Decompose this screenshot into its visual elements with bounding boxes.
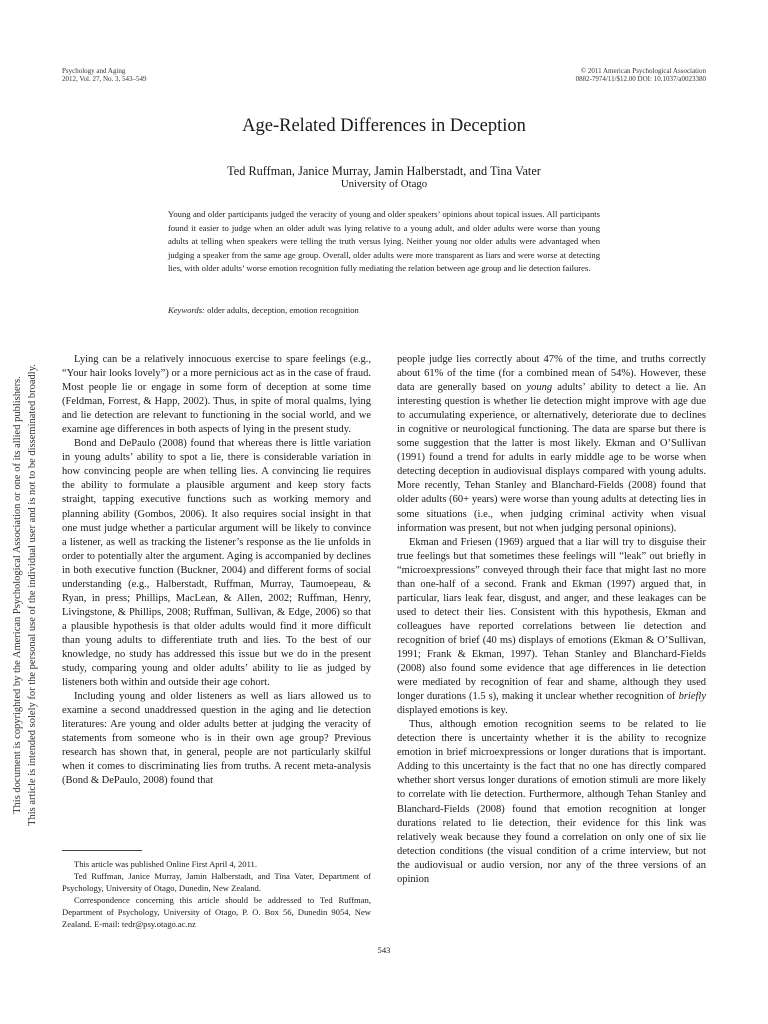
journal-volume: 2012, Vol. 27, No. 3, 543–549 <box>62 75 147 83</box>
footnote: Ted Ruffman, Janice Murray, Jamin Halberstadt, and Tina Vater, Department of Psychology, University of Otago, Dunedin, New Zealand. <box>62 871 371 893</box>
abstract <box>168 208 600 276</box>
affiliation: University of Otago <box>340 178 428 190</box>
paragraph: Including young and older listeners as well as liars allowed us to examine a second unaddressed question in the aging and lie detection literatures: Are young and older adults better at judging the veracity of statements from someone who is in their own age group? Previous research has shown that, in general, people are not particularly skilful when it comes to discriminating lies from truths. A recent meta-analysis (Bond & DePaulo, 2008) found that <box>62 691 371 787</box>
body-column-right <box>397 353 706 887</box>
copyright-notice: © 2011 American Psychological Association <box>580 67 706 75</box>
paragraph-text: adults’ ability to detect a lie. An interesting question is whether lie detection might improve with age due to accumulating experience, or alternatively, deteriorate due to declines in cognitive or neurological functioning. The data are sparse but there is some suggestion that the latter is most likely. Ekman and O’Sullivan (1991) found a trend for adults in early middle age to be worse when detecting deception in audiovisual displays compared with young adults. More recently, Tehan Stanley and Blanchard-Fields (2008) found that older adults (60+ years) were worse than young adults at detecting lies in some situations (i.e., when judging criminal activity when visual information was present, but not when judging personal opinions). <box>397 382 706 534</box>
journal-name: Psychology and Aging <box>62 67 126 75</box>
article-title: Age-Related Differences in Deception <box>242 116 526 136</box>
paragraph: Lying can be a relatively innocuous exercise to spare feelings (e.g., “Your hair looks lovely”) or a more pernicious act as in the case of fraud. Most people lie or engage in some form of deception at some time (Feldman, Forrest, & Happ, 2002). Thus, in spite of moral qualms, lying and lie detection are relevant to functioning in the social world, and we examine age differences in both aspects of lying in the present study. <box>62 354 371 436</box>
sidebar-line-1: This document is copyrighted by the American Psychological Association or one of its allied publishers. <box>12 376 23 814</box>
emphasis: briefly <box>678 691 706 703</box>
paragraph <box>397 353 706 536</box>
paragraph-text: people judge lies correctly about 47% of the time, and truths correctly about 61% of the time (for a combined mean of 54%). However, these data are generally based on <box>397 354 706 394</box>
paragraph-text: displayed emotions is key. <box>397 705 508 717</box>
footnote: Correspondence concerning this article should be addressed to Ted Ruffman, Department of Psychology, University of Otago, P. O. Box 56, Dunedin 9054, New Zealand. E-mail: tedr@psy.otago.ac.nz <box>62 895 371 929</box>
emphasis: young <box>526 382 553 394</box>
footnote-divider <box>62 850 142 851</box>
sidebar-line-2: This article is intended solely for the personal use of the individual user and is not to be disseminated broadly. <box>27 364 38 826</box>
paragraph-text: Ekman and Friesen (1969) argued that a liar will try to disguise their true feelings but that sometimes these feelings will “leak” out briefly in “microexpressions” conveyed through their face that might last no more than one-half of a second. Frank and Ekman (1997) argued that, in particular, liars leak fear, disgust, and anger, and these leakages can be used to detect their lies. Consistent with this hypothesis, Ekman and colleagues have reported correlations between lie detection and recognition of brief (40 ms) displays of emotions (Ekman & O’Sullivan, 1991; Frank & Ekman, 1997). Tehan Stanley and Blanchard-Fields (2008) also found some evidence that age differences in lie detection were mediated by recognition of fear and shame, although they used longer durations (1.5 s), making it unclear whether recognition of <box>397 536 706 703</box>
author-list: Ted Ruffman, Janice Murray, Jamin Halberstadt, and Tina Vater <box>227 164 541 178</box>
copyright-header <box>576 67 706 83</box>
copyright-sidebar <box>10 255 46 935</box>
body-column-left <box>62 353 371 788</box>
keywords-label: Keywords: <box>168 305 205 315</box>
doi-line: 0882-7974/11/$12.00 DOI: 10.1037/a0023380 <box>575 75 706 83</box>
paragraph: Bond and DePaulo (2008) found that whereas there is little variation in young adults’ ability to spot a lie, there is considerable variation in how convincing people are when telling lies. A convincing lie requires the ability to formulate a plausible argument and keep story facts straight, tapping executive functions such as working memory and planning ability (Gombos, 2006). It also requires social insight in that one must judge whether a particular argument will be likely to convince a listener, as well as tracking the listener’s response as the lie unfolds in order to potentially alter the argument. Aging is accompanied by declines in both executive function (Buckner, 2004) and different forms of social understanding (e.g., Halberstadt, Ruffman, Murray, Taumoepeau, & Ryan, in press; Phillips, MacLean, & Allen, 2002; Ruffman, Henry, Livingstone, & Phillips, 2008; Ruffman, Sullivan, & Edge, 2006) so that a plausible hypothesis is that older adults would find it more difficult than young adults to differentiate truth and lies. To the best of our knowledge, no study has addressed this issue but we do in the present study, comparing young and older adults’ ability to lie as judged by listeners both within and outside their age cohort. <box>62 438 371 689</box>
paragraph: Thus, although emotion recognition seems to be related to lie detection there is uncertainty whether it is the ability to recognize emotion in brief microexpressions or longer durations that is important. Adding to this uncertainty is the fact that no one has directly compared whether short versus longer durations of emotion stimuli are more likely to correlate with lie detection. Furthermore, although Tehan Stanley and Blanchard-Fields (2008) found that emotion recognition at longer durations related to lie detection, their evidence for this link was relatively weak because they found a correlation on only one of six lie detection conditions (the visual condition of a crime interview, but not the audiovisual or audio version, nor any of the three versions of an opinion <box>397 719 706 885</box>
abstract-text: Young and older participants judged the veracity of young and older speakers’ opinions about topical issues. All participants found it easier to judge when an older adult was lying relative to a young adult, and older adults were worse than young adults at telling when speakers were telling the truth versus lying. Neither young nor older adults were advantaged when judging a speaker from the same age group. Overall, older adults were more transparent as liars and were worse at detecting lies, with older adults’ worse emotion recognition fully mediating the relation between age group and lie detection failures. <box>168 209 600 274</box>
footnotes <box>62 858 371 930</box>
page-number: 543 <box>377 945 391 955</box>
keywords-text: older adults, deception, emotion recognition <box>204 305 359 315</box>
keywords <box>168 304 600 316</box>
paragraph <box>397 536 706 719</box>
journal-header <box>62 67 147 83</box>
footnote: This article was published Online First April 4, 2011. <box>74 859 257 869</box>
